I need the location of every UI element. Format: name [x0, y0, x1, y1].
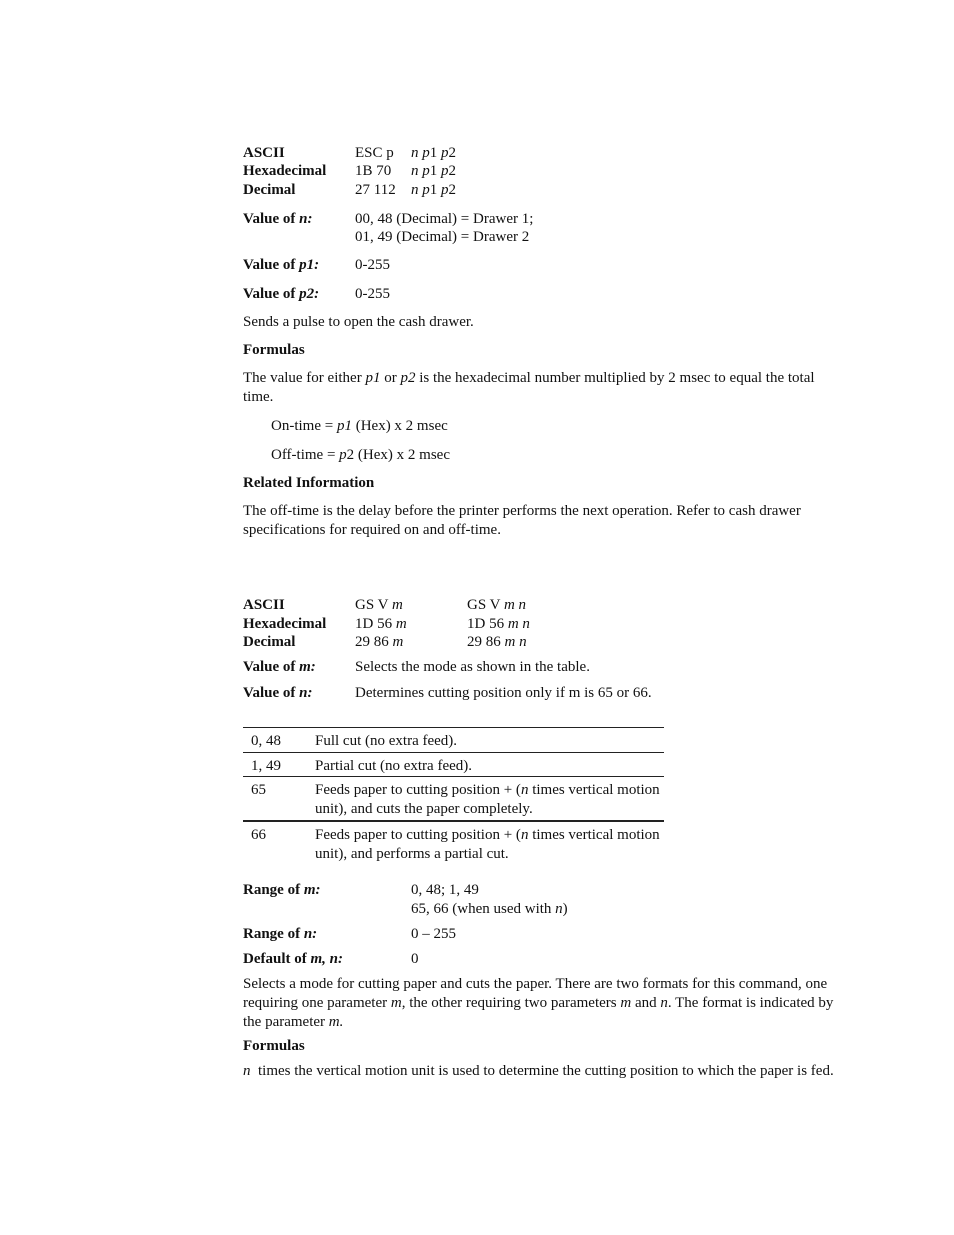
table-row [243, 727, 664, 752]
code-format-2: 29 86 m n [467, 634, 527, 650]
mode-cell: 0, 48 [251, 733, 281, 749]
value-p1-text: 0-255 [355, 257, 390, 273]
formulas-heading: Formulas [243, 342, 305, 358]
description-cell: Full cut (no extra feed). [315, 733, 458, 749]
value-m-label: Value of m: [243, 659, 316, 675]
default-label: Default of m, n: [243, 951, 344, 967]
formula-paragraph: The value for either p1 or p2 is the hexadecimal number multiplied by 2 msec to equal the total time. [243, 370, 815, 405]
description-cell: Feeds paper to cutting position + (n times vertical motion unit), and cuts the paper completely. [315, 782, 660, 817]
description-cell: Feeds paper to cutting position + (n times vertical motion unit), and performs a partial cut. [315, 827, 660, 862]
code-format-2: GS V m n [467, 597, 527, 613]
mode-cell: 66 [251, 827, 266, 843]
on-time-formula: On-time = p1 (Hex) x 2 msec [271, 418, 448, 434]
code-value: ESC p [355, 145, 394, 161]
code-label: Decimal [243, 182, 296, 198]
range-n-text: 0 – 255 [411, 926, 456, 942]
code-label: ASCII [243, 597, 285, 613]
mode-cell: 65 [251, 782, 266, 798]
code-value: 1B 70 [355, 163, 392, 179]
code-value: 27 112 [355, 182, 396, 198]
default-text: 0 [411, 951, 419, 967]
off-time-formula: Off-time = p2 (Hex) x 2 msec [271, 447, 450, 463]
range-m-line1: 0, 48; 1, 49 [411, 882, 479, 898]
range-n-label: Range of n: [243, 926, 318, 942]
value-m-text: Selects the mode as shown in the table. [355, 659, 590, 675]
table-row [243, 752, 664, 776]
code-format-1: 29 86 m [355, 634, 404, 650]
code-format-1: GS V m [355, 597, 403, 613]
table-row [243, 820, 664, 866]
value-n-text: Determines cutting position only if m is 65 or 66. [355, 685, 652, 701]
formula-paragraph: n times the vertical motion unit is used to determine the cutting position to which the paper is fed. [243, 1063, 834, 1079]
esc-p-description: Sends a pulse to open the cash drawer. [243, 314, 474, 330]
code-format-1: 1D 56 m [355, 616, 407, 632]
code-label: Hexadecimal [243, 163, 327, 179]
mode-cell: 1, 49 [251, 758, 281, 774]
code-label: Hexadecimal [243, 616, 327, 632]
value-n-label: Value of n: [243, 685, 313, 701]
cut-mode-table [243, 727, 664, 866]
code-params: n p1 p2 [411, 145, 456, 161]
value-n-label: Value of n: [243, 211, 313, 227]
related-info-heading: Related Information [243, 475, 375, 491]
code-label: Decimal [243, 634, 296, 650]
range-m-label: Range of m: [243, 882, 321, 898]
range-m-line2: 65, 66 (when used with n) [411, 901, 568, 917]
gs-v-description: Selects a mode for cutting paper and cuts the paper. There are two formats for this command, one requiring one parameter m, the other requiring two parameters m and n. The format is indicated by the parameter m. [243, 976, 834, 1030]
related-info-paragraph: The off-time is the delay before the printer performs the next operation. Refer to cash drawer specifications for required on and off-time. [243, 503, 801, 538]
value-n-line1: 00, 48 (Decimal) = Drawer 1; [355, 211, 534, 227]
formulas-heading: Formulas [243, 1038, 305, 1054]
value-p2-text: 0-255 [355, 286, 390, 302]
value-n-line2: 01, 49 (Decimal) = Drawer 2 [355, 229, 530, 245]
table-row [243, 776, 664, 820]
code-format-2: 1D 56 m n [467, 616, 530, 632]
code-label: ASCII [243, 145, 285, 161]
value-p1-label: Value of p1: [243, 257, 320, 273]
description-cell: Partial cut (no extra feed). [315, 758, 473, 774]
code-params: n p1 p2 [411, 163, 456, 179]
value-p2-label: Value of p2: [243, 286, 320, 302]
code-params: n p1 p2 [411, 182, 456, 198]
